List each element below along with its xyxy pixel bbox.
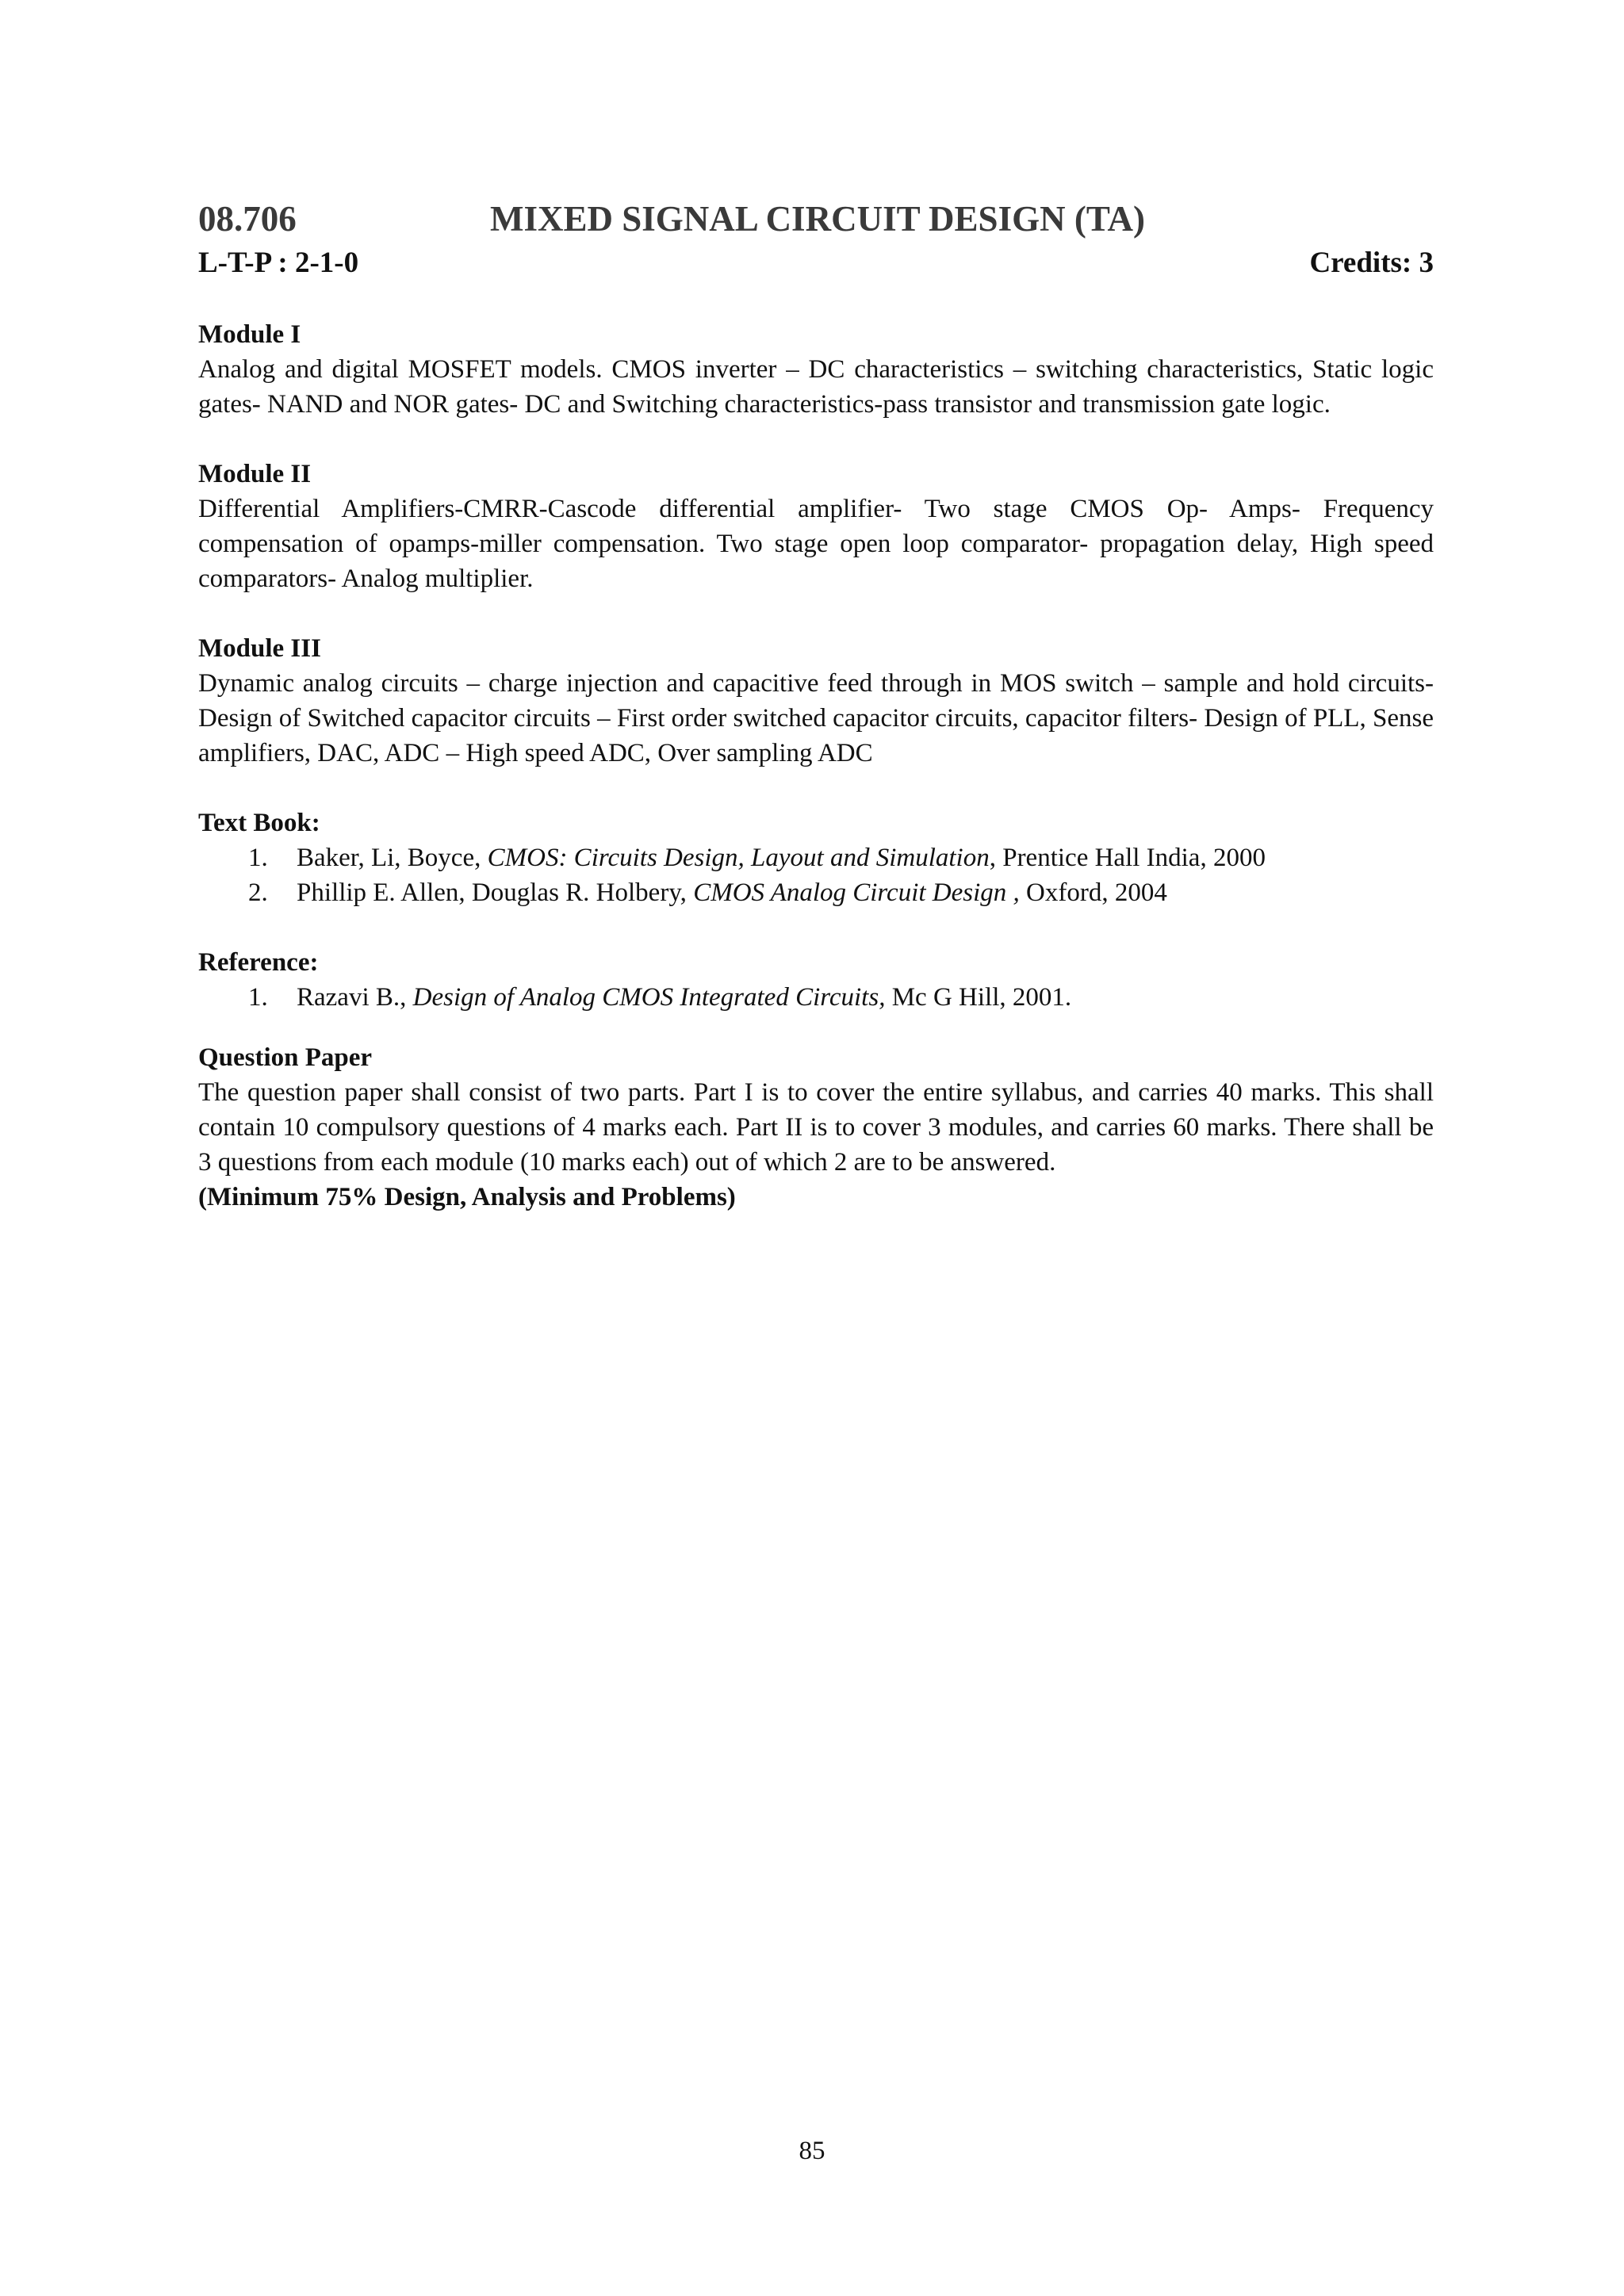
course-meta-row [198, 243, 1434, 282]
text-book-list [198, 840, 1434, 910]
module-2-heading: Module II [198, 460, 312, 488]
module-2-text: Differential Amplifiers-CMRR-Cascode differential amplifier- Two stage CMOS Op- Amps- Frequency compensation of opamps-miller compensation. Two stage open loop comparator- propagation delay, High speed comparators- Analog multiplier. [198, 495, 1434, 593]
question-paper-note: (Minimum 75% Design, Analysis and Problems) [198, 1183, 736, 1211]
syllabus-content [198, 198, 1434, 1215]
text-book-heading: Text Book: [198, 809, 320, 837]
book-title: CMOS Analog Circuit Design , [693, 878, 1020, 907]
book-authors: Baker, Li, Boyce, [297, 844, 488, 872]
module-1-text: Analog and digital MOSFET models. CMOS inverter – DC characteristics – switching characteristics, Static logic gates- NAND and NOR gates- DC and Switching characteristics-pass transistor and transmission gate logic. [198, 355, 1434, 419]
module-1-heading: Module I [198, 320, 301, 349]
question-paper-text: The question paper shall consist of two parts. Part I is to cover the entire syllabus, and carries 40 marks. This shall contain 10 compulsory questions of 4 marks each. Part II is to cover 3 modules, and carries 60 marks. There shall be 3 questions from each module (10 marks each) out of which 2 are to be answered. [198, 1078, 1434, 1177]
page-number: 85 [799, 2137, 825, 2165]
book-title: Design of Analog CMOS Integrated Circuits, [412, 983, 886, 1012]
list-item [198, 980, 1434, 1015]
question-paper-section [198, 1040, 1434, 1215]
book-publisher: Oxford, 2004 [1019, 878, 1167, 907]
list-item-number: 1. [248, 983, 268, 1012]
list-item-number: 2. [248, 878, 268, 907]
reference-section [198, 945, 1434, 1015]
ltp-info: L-T-P : 2-1-0 [198, 247, 359, 279]
module-3-text: Dynamic analog circuits – charge injection and capacitive feed through in MOS switch – sample and hold circuits- Design of Switched capacitor circuits – First order switched capacitor circuits, capacitor filters- Design of PLL, Sense amplifiers, DAC, ADC – High speed ADC, Over sampling ADC [198, 669, 1434, 767]
module-3-section [198, 631, 1434, 771]
course-code: 08.706 [198, 199, 297, 239]
reference-list [198, 980, 1434, 1015]
book-authors: Razavi B., [297, 983, 413, 1012]
module-1-section [198, 317, 1434, 422]
book-publisher: , Prentice Hall India, 2000 [989, 844, 1266, 872]
course-title-row [198, 198, 1434, 243]
book-authors: Phillip E. Allen, Douglas R. Holbery, [297, 878, 694, 907]
credits-info: Credits: 3 [1309, 247, 1434, 279]
module-2-section [198, 457, 1434, 596]
list-item [198, 875, 1434, 910]
module-3-heading: Module III [198, 634, 321, 663]
list-item [198, 840, 1434, 875]
question-paper-heading: Question Paper [198, 1043, 373, 1072]
book-publisher: Mc G Hill, 2001. [885, 983, 1072, 1012]
text-book-section [198, 806, 1434, 910]
reference-heading: Reference: [198, 948, 319, 977]
book-title: CMOS: Circuits Design, Layout and Simulation [487, 844, 990, 872]
course-title: MIXED SIGNAL CIRCUIT DESIGN (TA) [490, 199, 1145, 239]
list-item-number: 1. [248, 844, 268, 872]
